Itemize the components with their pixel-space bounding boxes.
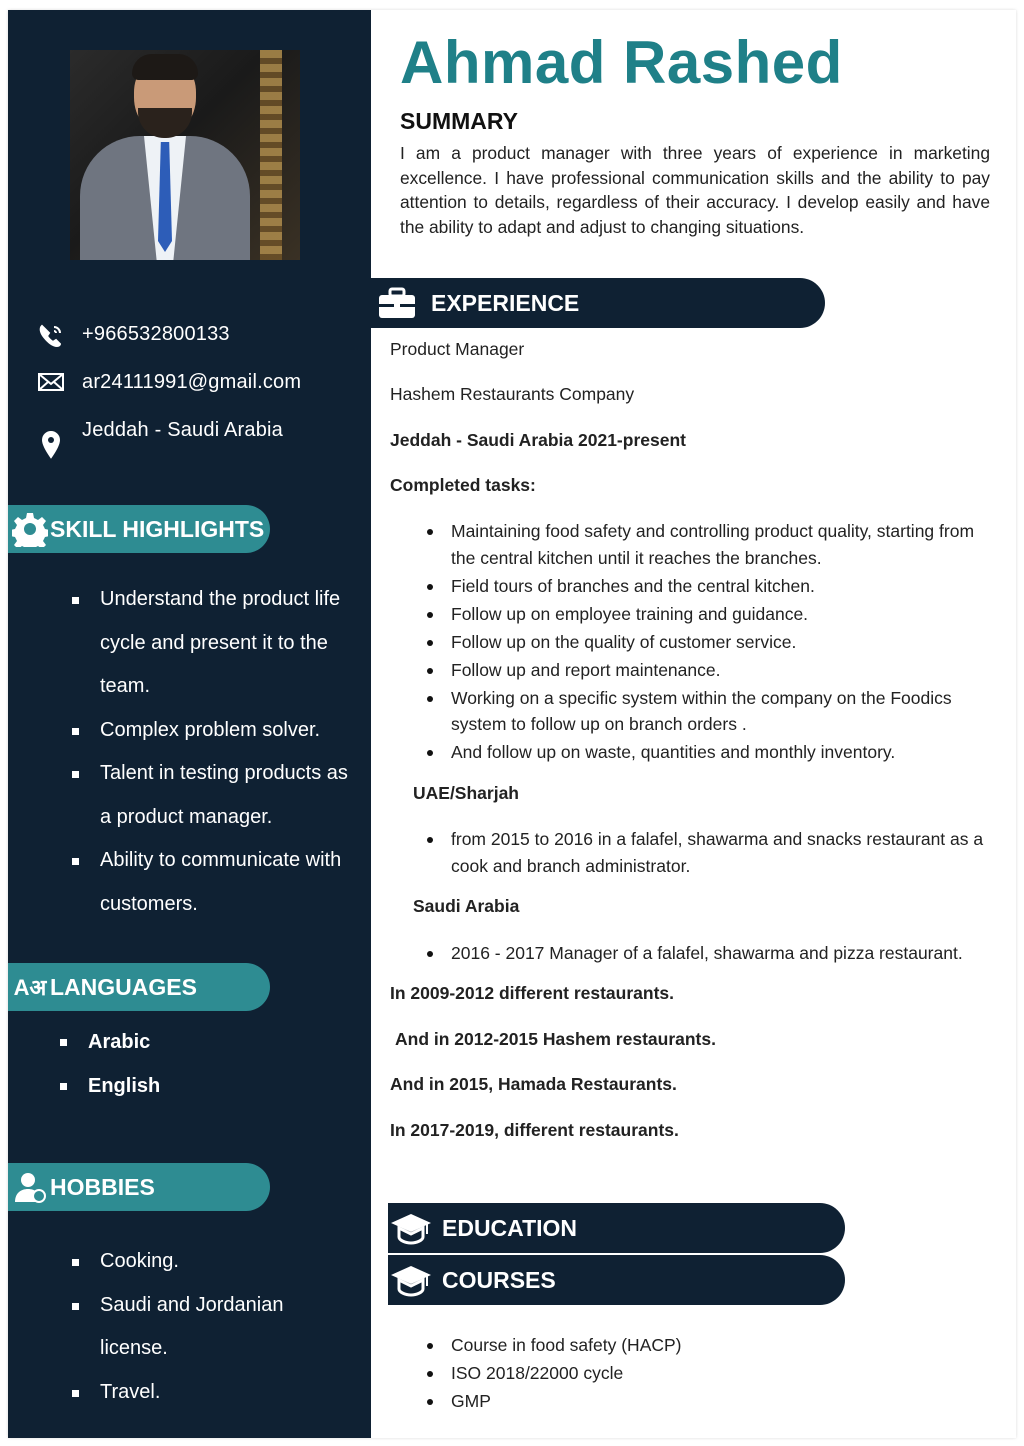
list-item: Maintaining food safety and controlling product quality, starting from the central kitchen until it reaches the branches. (427, 518, 987, 571)
profile-photo (70, 50, 300, 260)
location-pin-icon (36, 419, 66, 459)
experience-heading-text: EXPERIENCE (431, 289, 580, 316)
tasks-list (427, 518, 987, 767)
graduation-cap-icon (388, 1262, 434, 1298)
list-item: Follow up on employee training and guidance. (427, 601, 987, 628)
job-location-period: Jeddah - Saudi Arabia 2021-present (390, 430, 686, 450)
courses-heading (388, 1255, 845, 1305)
courses-list (427, 1332, 827, 1416)
list-item: Travel. (72, 1371, 342, 1415)
hobbies-heading-text: HOBBIES (50, 1173, 155, 1200)
courses-heading-text: COURSES (442, 1266, 556, 1293)
translate-icon: Aअ (13, 975, 47, 1000)
list-item: Course in food safety (HACP) (427, 1332, 827, 1359)
history-line: And in 2012-2015 Hashem restaurants. (395, 1029, 716, 1049)
uae-list (427, 826, 1002, 881)
list-item: from 2015 to 2016 in a falafel, shawarma and snacks restaurant as a cook and branch administrator. (427, 826, 1002, 879)
contact-location (36, 419, 283, 459)
candidate-name: Ahmad Rashed (400, 29, 843, 96)
list-item: Ability to communicate with customers. (72, 839, 357, 926)
list-item: Working on a specific system within the company on the Foodics system to follow up on branch orders . (427, 685, 987, 738)
experience-heading (371, 278, 825, 328)
skills-list (72, 578, 357, 926)
list-item: And follow up on waste, quantities and monthly inventory. (427, 739, 987, 766)
tasks-label: Completed tasks: (390, 475, 536, 495)
summary-text: I am a product manager with three years of experience in marketing excellence. I have professional communication skills and the ability to pay attention to details, regardless of their accuracy. I develop easily and have the ability to adapt and adjust to changing situations. (400, 143, 990, 238)
list-item: 2016 - 2017 Manager of a falafel, shawarma and pizza restaurant. (427, 940, 1002, 967)
list-item: ISO 2018/22000 cycle (427, 1360, 827, 1387)
list-item: GMP (427, 1388, 827, 1415)
list-item: Follow up on the quality of customer service. (427, 629, 987, 656)
email-text: ar24111991@gmail.com (82, 371, 302, 393)
education-heading (388, 1203, 845, 1253)
list-item: Cooking. (72, 1240, 342, 1284)
list-item: Follow up and report maintenance. (427, 657, 987, 684)
saudi-list (427, 940, 1002, 968)
list-item: Arabic (60, 1020, 300, 1064)
briefcase-icon (371, 286, 423, 320)
saudi-label: Saudi Arabia (413, 896, 520, 916)
history-line: And in 2015, Hamada Restaurants. (390, 1074, 677, 1094)
education-heading-text: EDUCATION (442, 1214, 578, 1241)
graduation-cap-icon (388, 1210, 434, 1246)
summary-heading: SUMMARY (400, 108, 518, 134)
hobbies-list (72, 1240, 342, 1414)
location-text: Jeddah - Saudi Arabia (82, 419, 284, 441)
hobbies-heading (8, 1163, 270, 1211)
list-item: Saudi and Jordanian license. (72, 1284, 342, 1371)
company-name: Hashem Restaurants Company (390, 384, 635, 404)
languages-heading (8, 963, 270, 1011)
job-title: Product Manager (390, 339, 525, 359)
list-item: Field tours of branches and the central kitchen. (427, 573, 987, 600)
list-item: Understand the product life cycle and present it to the team. (72, 578, 357, 709)
list-item: English (60, 1064, 300, 1108)
history-line: In 2017-2019, different restaurants. (390, 1120, 679, 1140)
contact-email[interactable] (36, 371, 301, 397)
list-item: Complex problem solver. (72, 709, 357, 753)
skills-heading-text: SKILL HIGHLIGHTS (50, 515, 265, 542)
languages-list (60, 1020, 300, 1108)
languages-heading-text: LANGUAGES (50, 973, 197, 1000)
skills-heading (8, 505, 270, 553)
mail-icon (36, 371, 66, 397)
uae-label: UAE/Sharjah (413, 783, 519, 803)
phone-text: +966532800133 (82, 323, 230, 345)
gear-icon (10, 511, 50, 547)
history-line: In 2009-2012 different restaurants. (390, 983, 675, 1003)
phone-icon (36, 323, 66, 349)
list-item: Talent in testing products as a product manager. (72, 752, 357, 839)
person-icon (10, 1169, 50, 1205)
contact-phone[interactable] (36, 323, 230, 349)
